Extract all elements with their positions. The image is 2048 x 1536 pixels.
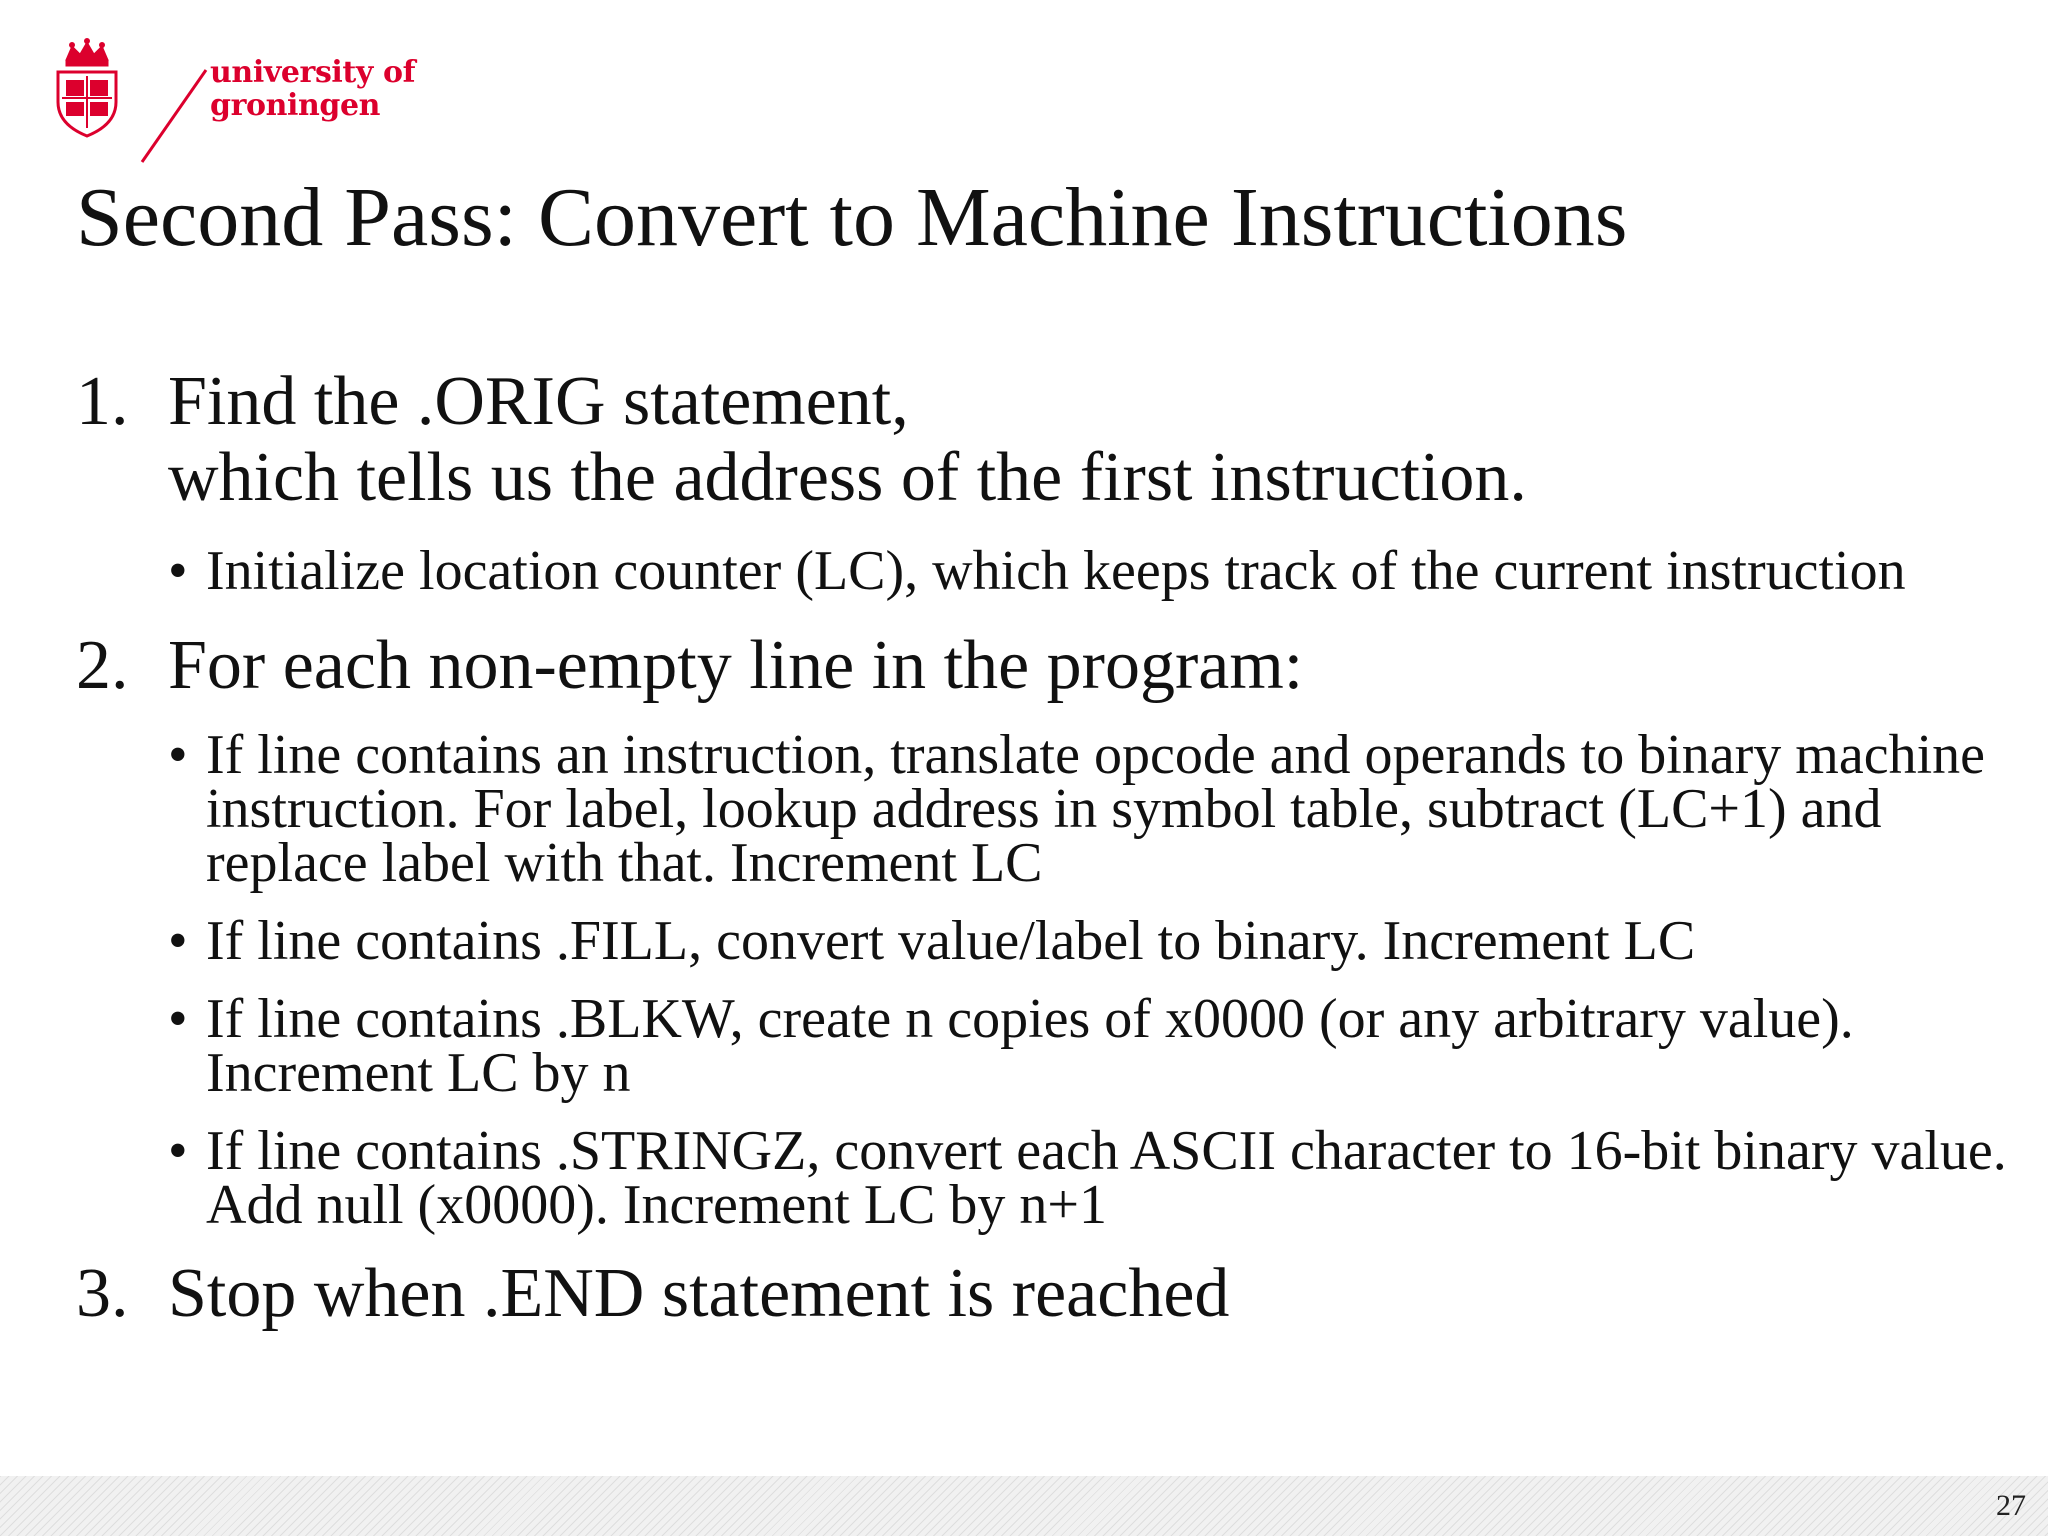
step-3-text: Stop when .END statement is reached	[168, 1255, 1230, 1332]
step-1-bullets	[76, 538, 2016, 604]
step-3	[76, 1256, 2016, 1332]
slide-title: Second Pass: Convert to Machine Instructions	[76, 171, 1628, 264]
bullet-initialize-lc: • Initialize location counter (LC), which keeps track of the current instruction	[168, 538, 2016, 604]
bullet-instruction: • If line contains an instruction, translate opcode and operands to binary machine instruction. For label, lookup address in symbol table, subtract (LC+1) and replace label with that. Increment LC	[168, 728, 2016, 890]
step-2-bullets	[76, 724, 2016, 1236]
page-number: 27	[1996, 1489, 2026, 1522]
step-3-number: 3.	[76, 1255, 129, 1332]
logo-line-university-of: university of	[210, 55, 416, 90]
step-1-number: 1.	[76, 363, 129, 440]
slide-content	[76, 364, 2016, 1332]
bullet-fill: • If line contains .FILL, convert value/label to binary. Increment LC	[168, 914, 2016, 968]
step-2-text: For each non-empty line in the program:	[168, 627, 1304, 704]
logo-wordmark	[210, 56, 415, 122]
logo-slash-icon	[134, 66, 214, 166]
bullet-stringz: • If line contains .STRINGZ, convert each ASCII character to 16-bit binary value. Add null (x0000). Increment LC by n+1	[168, 1124, 2016, 1232]
bullet-blkw: • If line contains .BLKW, create n copies of x0000 (or any arbitrary value). Increment LC by n	[168, 992, 2016, 1100]
step-2-number: 2.	[76, 627, 129, 704]
step-1-text-line-2: which tells us the address of the first instruction.	[168, 439, 1527, 516]
university-logo	[54, 38, 424, 148]
step-2	[76, 628, 2016, 704]
footer-band	[0, 1476, 2048, 1536]
logo-line-groningen: groningen	[210, 88, 381, 123]
crest-icon	[54, 38, 120, 138]
step-1-text-line-1: Find the .ORIG statement,	[168, 363, 909, 440]
step-1	[76, 364, 2016, 516]
